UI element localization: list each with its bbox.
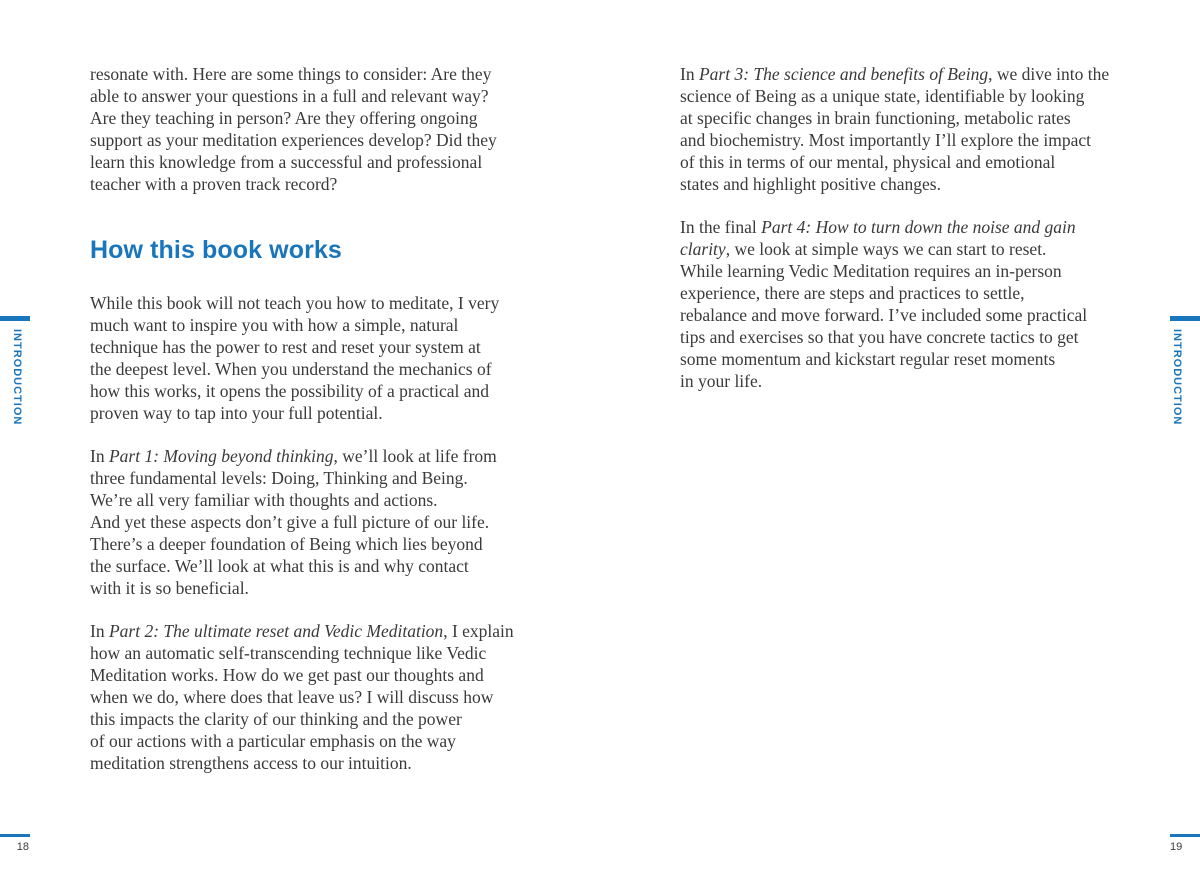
text-line: how an automatic self-transcending technique like Vedic — [90, 643, 487, 663]
text-line: states and highlight positive changes. — [680, 174, 941, 194]
text-line: In the final Part 4: How to turn down the noise and gain — [680, 217, 1076, 237]
text-line: with it is so beneficial. — [90, 578, 249, 598]
text-line: While this book will not teach you how to meditate, I very — [90, 293, 500, 313]
left-margin-section-label: INTRODUCTION — [11, 329, 23, 426]
text-line: In Part 2: The ultimate reset and Vedic Meditation, I explain — [90, 621, 514, 641]
text-line: resonate with. Here are some things to consider: Are they — [90, 64, 492, 84]
text-line: meditation strengthens access to our intuition. — [90, 753, 412, 773]
text-line: three fundamental levels: Doing, Thinking and Being. — [90, 468, 468, 488]
left-footer-rule — [0, 834, 30, 837]
text-line: of our actions with a particular emphasis on the way — [90, 731, 456, 751]
text-line: at specific changes in brain functioning, metabolic rates — [680, 108, 1071, 128]
text-line: rebalance and move forward. I’ve included some practical — [680, 305, 1088, 325]
text-line: Are they teaching in person? Are they offering ongoing — [90, 108, 478, 128]
paragraph-part-1 — [90, 445, 552, 599]
text-line: of this in terms of our mental, physical and emotional — [680, 152, 1056, 172]
text-line: In Part 3: The science and benefits of Being, we dive into the — [680, 64, 1110, 84]
right-margin-section-label: INTRODUCTION — [1171, 329, 1183, 426]
text-line: in your life. — [680, 371, 763, 391]
text-line: technique has the power to rest and reset your system at — [90, 337, 481, 357]
text-line: able to answer your questions in a full and relevant way? — [90, 86, 489, 106]
left-page-text-column — [90, 63, 552, 774]
text-line: experience, there are steps and practices to settle, — [680, 283, 1025, 303]
text-line: In Part 1: Moving beyond thinking, we’ll look at life from — [90, 446, 497, 466]
text-line: learn this knowledge from a successful and professional — [90, 152, 483, 172]
text-line: the surface. We’ll look at what this is and why contact — [90, 556, 469, 576]
paragraph-part-2 — [90, 620, 552, 774]
paragraph-part-4 — [680, 216, 1132, 392]
text-line: support as your meditation experiences develop? Did they — [90, 130, 497, 150]
text-line: While learning Vedic Meditation requires an in-person — [680, 261, 1062, 281]
text-line: clarity, we look at simple ways we can start to reset. — [680, 239, 1047, 259]
paragraph-book-purpose — [90, 292, 552, 424]
paragraph-part-3 — [680, 63, 1132, 195]
left-page-number: 18 — [16, 841, 29, 853]
text-line: this impacts the clarity of our thinking and the power — [90, 709, 462, 729]
text-line: some momentum and kickstart regular reset moments — [680, 349, 1056, 369]
text-line: And yet these aspects don’t give a full picture of our life. — [90, 512, 490, 532]
right-page-number: 19 — [1170, 841, 1183, 853]
left-margin-accent-bar — [0, 316, 30, 321]
text-line: when we do, where does that leave us? I will discuss how — [90, 687, 494, 707]
text-line: how this works, it opens the possibility of a practical and — [90, 381, 490, 401]
right-margin-accent-bar — [1170, 316, 1200, 321]
text-line: science of Being as a unique state, identifiable by looking — [680, 86, 1085, 106]
right-page-text-column — [680, 63, 1132, 392]
text-line: There’s a deeper foundation of Being which lies beyond — [90, 534, 483, 554]
text-line: We’re all very familiar with thoughts and actions. — [90, 490, 438, 510]
text-line: Meditation works. How do we get past our thoughts and — [90, 665, 484, 685]
text-line: the deepest level. When you understand the mechanics of — [90, 359, 492, 379]
text-line: tips and exercises so that you have concrete tactics to get — [680, 327, 1079, 347]
text-line: and biochemistry. Most importantly I’ll explore the impact — [680, 130, 1091, 150]
paragraph-teacher-questions — [90, 63, 552, 195]
section-heading-how-this-book-works: How this book works — [90, 236, 342, 264]
text-line: teacher with a proven track record? — [90, 174, 338, 194]
text-line: much want to inspire you with how a simple, natural — [90, 315, 459, 335]
right-footer-rule — [1170, 834, 1200, 837]
text-line: proven way to tap into your full potential. — [90, 403, 383, 423]
